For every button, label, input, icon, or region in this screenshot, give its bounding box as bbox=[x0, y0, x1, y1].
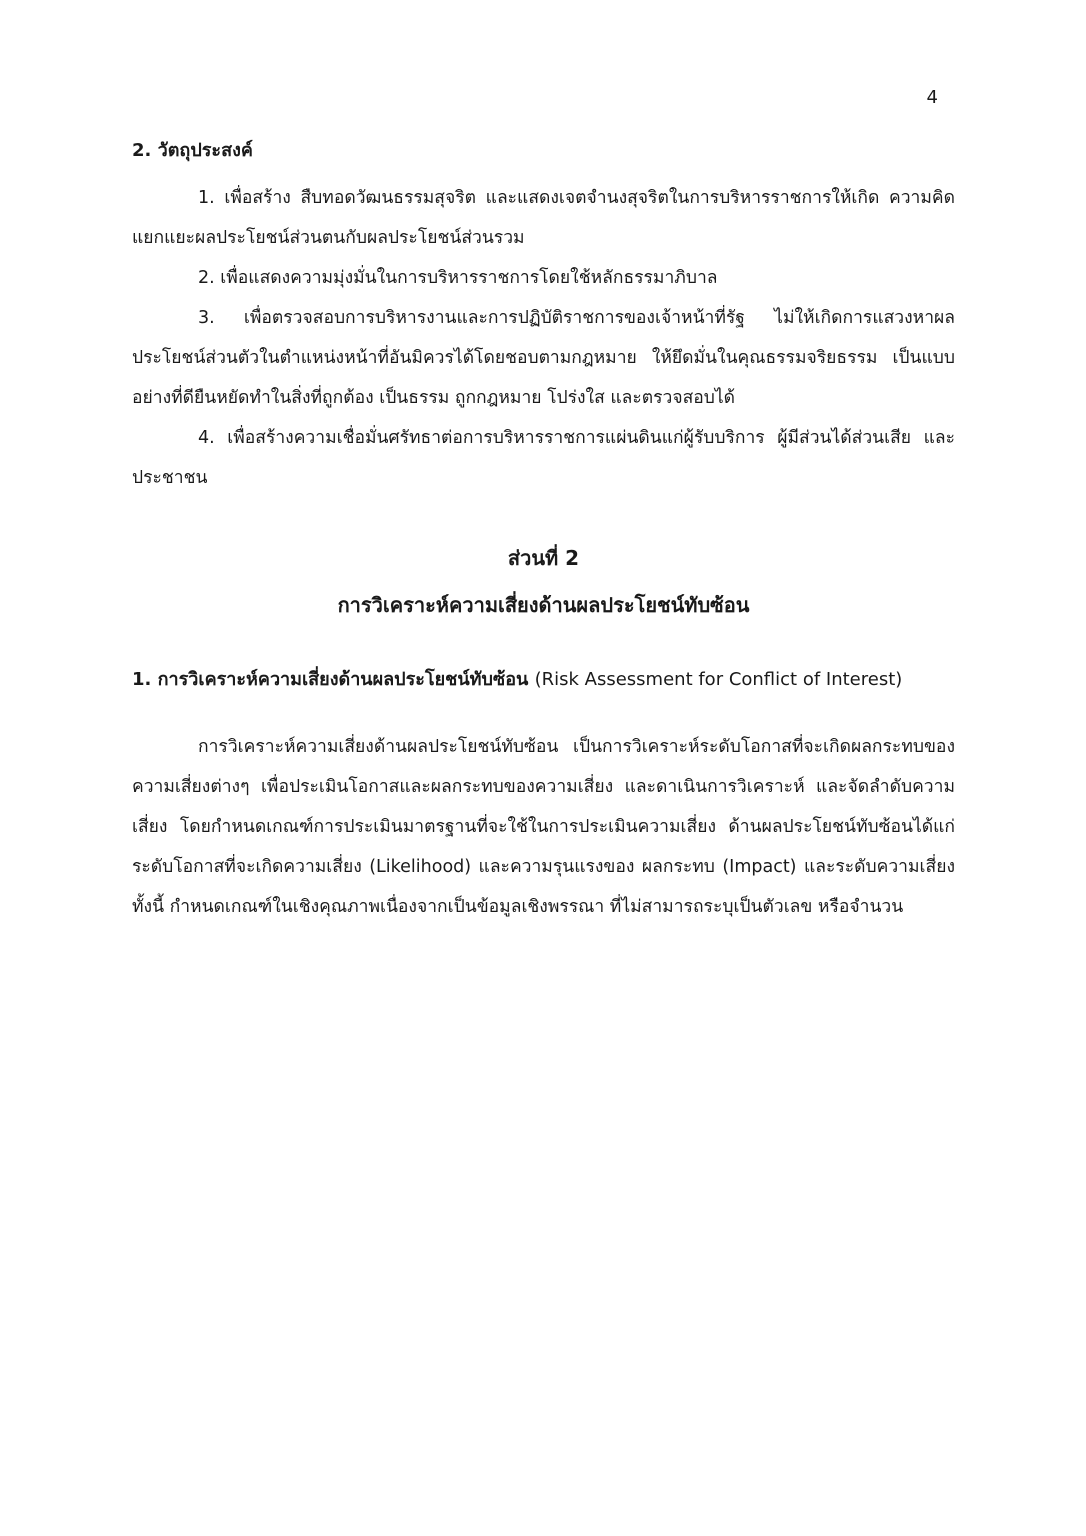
section-heading-objectives: 2. วัตถุประสงค์ bbox=[132, 140, 253, 161]
objective-item: 1. เพื่อสร้าง สืบทอดวัฒนธรรมสุจริต และแสดงเจตจำนงสุจริตในการบริหารราชการให้เกิด ความคิดแยกแยะผลประโยชน์ส่วนตนกับผลประโยชน์ส่วนรวม bbox=[132, 188, 955, 248]
objectives-list bbox=[132, 178, 955, 498]
part-heading-block bbox=[132, 538, 955, 625]
objective-item: 4. เพื่อสร้างความเชื่อมั่นศรัทธาต่อการบริหารราชการแผ่นดินแก่ผู้รับบริการ ผู้มีส่วนได้ส่วนเสีย และประชาชน bbox=[132, 428, 955, 488]
part-title: การวิเคราะห์ความเสี่ยงด้านผลประโยชน์ทับซ้อน bbox=[337, 593, 750, 617]
subsection-heading bbox=[132, 665, 955, 695]
objective-item: 2. เพื่อแสดงความมุ่งมั่นในการบริหารราชการโดยใช้หลักธรรมาภิบาล bbox=[198, 268, 718, 288]
part-label: ส่วนที่ 2 bbox=[507, 546, 580, 570]
objective-item: 3. เพื่อตรวจสอบการบริหารงานและการปฏิบัติราชการของเจ้าหน้าที่รัฐ ไม่ให้เกิดการแสวงหาผลประโยชน์ส่วนตัวในตำแหน่งหน้าที่อันมิควรได้โดยชอบตามกฎหมาย ให้ยึดมั่นในคุณธรรมจริยธรรม เป็นแบบอย่างที่ดียืนหยัดทำในสิ่งที่ถูกต้อง เป็นธรรม ถูกกฎหมาย โปร่งใส และตรวจสอบได้ bbox=[132, 308, 955, 408]
subsection-heading-thai: 1. การวิเคราะห์ความเสี่ยงด้านผลประโยชน์ทับซ้อน bbox=[132, 669, 529, 690]
risk-analysis-paragraph: การวิเคราะห์ความเสี่ยงด้านผลประโยชน์ทับซ้อน เป็นการวิเคราะห์ระดับโอกาสที่จะเกิดผลกระทบของ ความเสี่ยงต่างๆ เพื่อประเมินโอกาสและผลกระทบของความเสี่ยง และดาเนินการวิเคราะห์ และจัดลำดับความเสี่ยง โดยกำหนดเกณฑ์การประเมินมาตรฐานที่จะใช้ในการประเมินความเสี่ยง ด้านผลประโยชน์ทับซ้อนได้แก่ ระดับโอกาสที่จะเกิดความเสี่ยง (Likelihood) และความรุนแรงของ ผลกระทบ (Impact) และระดับความเสี่ยง ทั้งนี้ กำหนดเกณฑ์ในเชิงคุณภาพเนื่องจากเป็นข้อมูลเชิงพรรณา ที่ไม่สามารถระบุเป็นตัวเลข หรือจำนวน bbox=[132, 737, 955, 917]
subsection-heading-english: (Risk Assessment for Conflict of Interest) bbox=[534, 669, 903, 690]
page-content bbox=[132, 136, 955, 927]
page-number: 4 bbox=[926, 87, 938, 108]
